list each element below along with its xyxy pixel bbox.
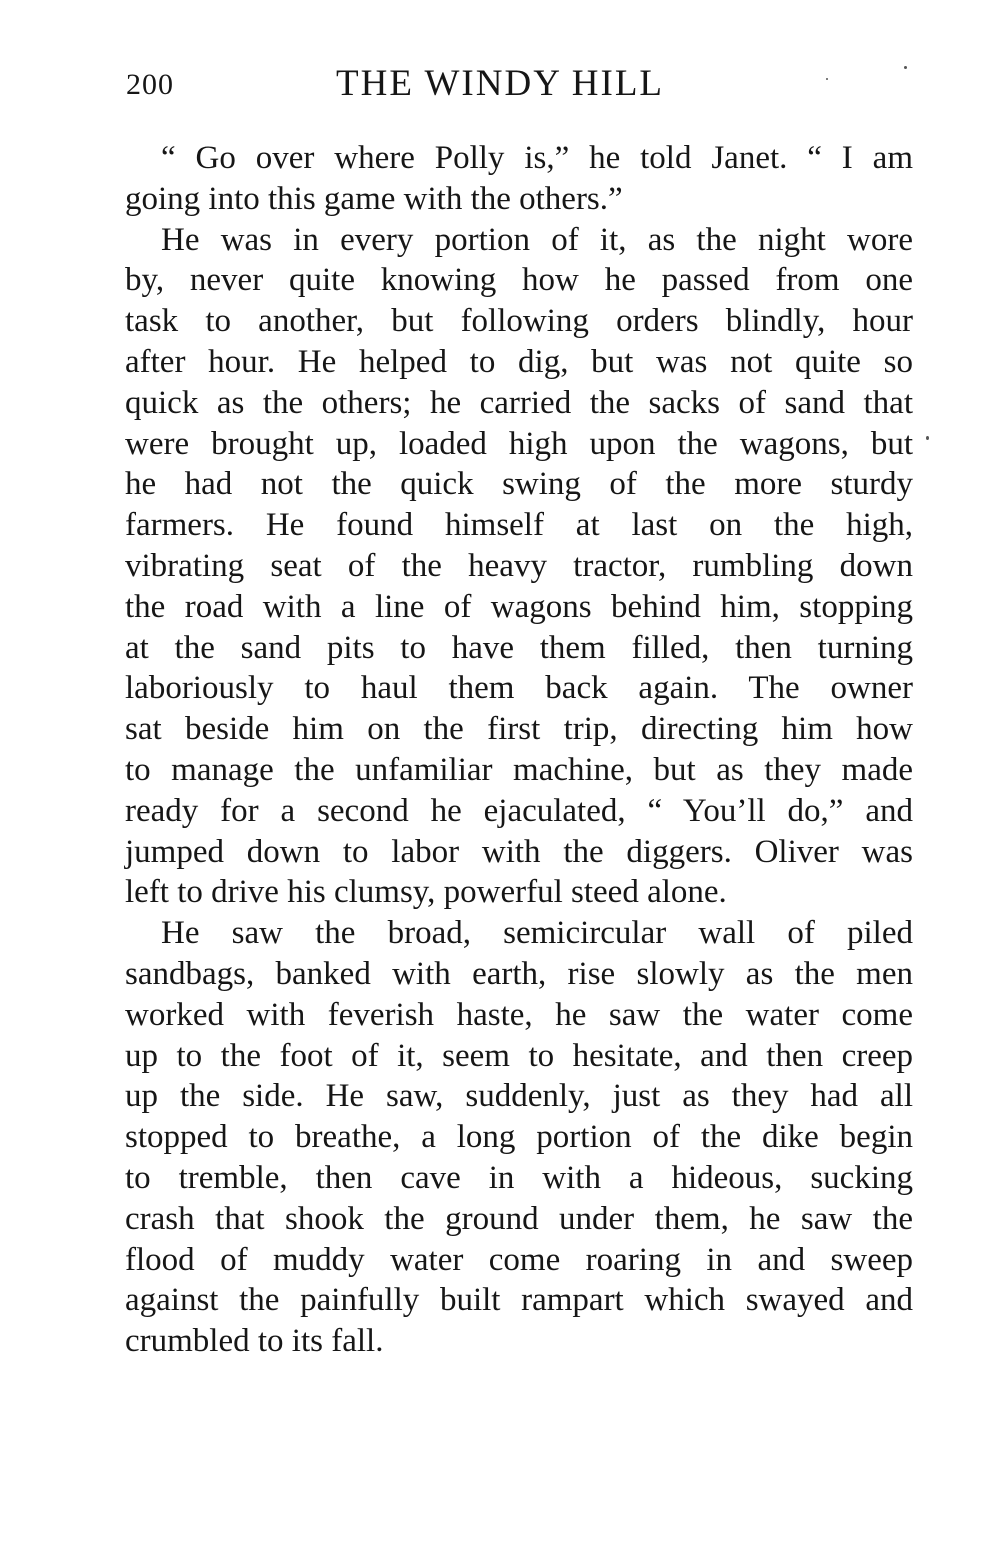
text-line: crash that shook the ground under them, he saw the — [125, 1200, 913, 1237]
text-line: He was in every portion of it, as the night wore — [161, 221, 913, 258]
text-line: jumped down to labor with the diggers. Oliver was — [125, 833, 913, 870]
text-line: up the side. He saw, suddenly, just as they had all — [125, 1078, 913, 1115]
text-line: stopped to breathe, a long portion of the dike begin — [125, 1119, 913, 1156]
scan-speck — [904, 66, 907, 69]
text-line: up to the foot of it, seem to hesitate, and then creep — [125, 1037, 913, 1074]
scan-speck — [826, 78, 828, 80]
text-line: “ Go over where Polly is,” he told Janet. “ I am — [161, 140, 913, 176]
text-line: crumbled to its fall. — [125, 1323, 384, 1360]
body-text — [125, 138, 913, 1362]
running-title: THE WINDY HILL — [336, 63, 665, 104]
text-line: at the sand pits to have them filled, then turning — [125, 629, 913, 666]
text-line: by, never quite knowing how he passed from one — [125, 262, 913, 299]
text-line: farmers. He found himself at last on the high, — [125, 507, 913, 544]
text-line: to tremble, then cave in with a hideous, sucking — [125, 1159, 913, 1196]
scan-speck — [926, 436, 929, 440]
text-line: laboriously to haul them back again. The owner — [125, 670, 913, 707]
text-line: He saw the broad, semicircular wall of piled — [161, 915, 913, 952]
running-header — [126, 62, 912, 112]
text-line: sandbags, banked with earth, rise slowly as the men — [125, 955, 913, 992]
page-number: 200 — [126, 68, 174, 101]
text-line: he had not the quick swing of the more sturdy — [125, 466, 913, 503]
text-line: quick as the others; he carried the sacks of sand that — [125, 384, 913, 421]
text-line: left to drive his clumsy, powerful steed alone. — [125, 874, 727, 911]
text-line: flood of muddy water come roaring in and sweep — [125, 1241, 913, 1278]
text-line: the road with a line of wagons behind him, stopping — [125, 588, 913, 625]
text-line: against the painfully built rampart which swayed and — [125, 1282, 913, 1319]
text-line: task to another, but following orders blindly, hour — [125, 303, 913, 340]
text-line: ready for a second he ejaculated, “ You’ll do,” and — [125, 792, 913, 829]
text-line: going into this game with the others.” — [125, 180, 623, 217]
text-line: sat beside him on the first trip, directing him how — [125, 711, 913, 748]
text-line: after hour. He helped to dig, but was not quite so — [125, 343, 913, 380]
text-line: were brought up, loaded high upon the wagons, but — [125, 425, 913, 462]
text-line: worked with feverish haste, he saw the water come — [125, 996, 913, 1033]
text-line: to manage the unfamiliar machine, but as they made — [125, 751, 913, 788]
text-line: vibrating seat of the heavy tractor, rumbling down — [125, 547, 913, 584]
